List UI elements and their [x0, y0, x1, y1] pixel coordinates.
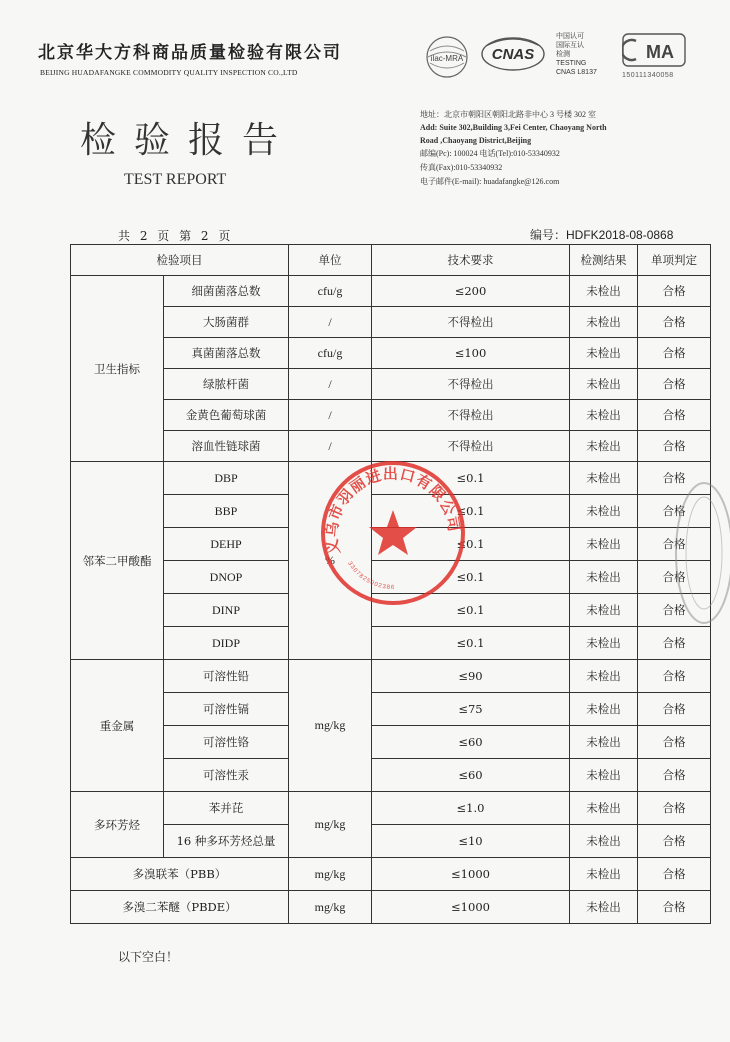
item-name: 金黄色葡萄球菌 [164, 400, 289, 431]
result: 未检出 [570, 759, 638, 792]
requirement: ≤100 [372, 338, 570, 369]
address-en-line2: Road ,Chaoyang District,Beijing [420, 136, 532, 145]
result: 未检出 [570, 307, 638, 338]
table-row [71, 400, 711, 431]
verdict: 合格 [638, 561, 711, 594]
result: 未检出 [570, 891, 638, 924]
cnas-line: 中国认可 [556, 33, 584, 40]
item-name: 多溴联苯（PBB） [71, 858, 289, 891]
result: 未检出 [570, 495, 638, 528]
item-name: 真菌菌落总数 [164, 338, 289, 369]
result: 未检出 [570, 561, 638, 594]
table-header-row [71, 245, 711, 276]
requirement: ≤0.1 [372, 462, 570, 495]
table-row [71, 276, 711, 307]
table-row [71, 627, 711, 660]
result: 未检出 [570, 693, 638, 726]
cma-logo [622, 33, 686, 67]
item-name: DNOP [164, 561, 289, 594]
item-name: 多溴二苯醚（PBDE） [71, 891, 289, 924]
cnas-logo [480, 34, 546, 74]
unit: cfu/g [289, 276, 372, 307]
email: 电子邮件(E-mail): huadafangke@126.com [420, 177, 560, 186]
group-unit: % [289, 462, 372, 660]
table-row [71, 759, 711, 792]
requirement: ≤0.1 [372, 495, 570, 528]
header-unit: 单位 [289, 245, 372, 276]
item-name: 可溶性铅 [164, 660, 289, 693]
requirement: ≤1.0 [372, 792, 570, 825]
unit: mg/kg [289, 891, 372, 924]
table-row [71, 338, 711, 369]
group-unit: mg/kg [289, 660, 372, 792]
requirement: ≤0.1 [372, 528, 570, 561]
result: 未检出 [570, 858, 638, 891]
unit: mg/kg [289, 858, 372, 891]
verdict: 合格 [638, 431, 711, 462]
table-row [71, 431, 711, 462]
group-name: 多环芳烃 [71, 792, 164, 858]
requirement: ≤60 [372, 726, 570, 759]
group-unit: mg/kg [289, 792, 372, 858]
group-name: 邻苯二甲酸酯 [71, 462, 164, 660]
result: 未检出 [570, 528, 638, 561]
verdict: 合格 [638, 528, 711, 561]
verdict: 合格 [638, 462, 711, 495]
item-name: BBP [164, 495, 289, 528]
cnas-line: TESTING [556, 60, 587, 67]
verdict: 合格 [638, 792, 711, 825]
item-name: DIDP [164, 627, 289, 660]
table-row [71, 693, 711, 726]
requirement: 不得检出 [372, 431, 570, 462]
verdict: 合格 [638, 594, 711, 627]
footer-note: 以下空白！ [118, 950, 179, 964]
table-row [71, 369, 711, 400]
unit: / [289, 369, 372, 400]
item-name: DINP [164, 594, 289, 627]
table-row [71, 660, 711, 693]
item-name: 苯并芘 [164, 792, 289, 825]
result: 未检出 [570, 369, 638, 400]
verdict: 合格 [638, 276, 711, 307]
header-item: 检验项目 [71, 245, 289, 276]
header-verdict: 单项判定 [638, 245, 711, 276]
cnas-line: 国际互认 [556, 42, 584, 49]
company-name-cn: 北京华大方科商品质量检验有限公司 [38, 43, 342, 63]
verdict: 合格 [638, 400, 711, 431]
result: 未检出 [570, 726, 638, 759]
requirement: ≤1000 [372, 891, 570, 924]
result: 未检出 [570, 660, 638, 693]
item-name: 可溶性镉 [164, 693, 289, 726]
verdict: 合格 [638, 891, 711, 924]
result: 未检出 [570, 825, 638, 858]
verdict: 合格 [638, 858, 711, 891]
table-row [71, 726, 711, 759]
seal-text: 义乌市羽丽进出口有限公司 [322, 464, 464, 556]
company-name-en: BEIJING HUADAFANGKE COMMODITY QUALITY INSPECTION CO.,LTD [40, 68, 298, 77]
result: 未检出 [570, 462, 638, 495]
requirement: ≤0.1 [372, 561, 570, 594]
item-name: 细菌菌落总数 [164, 276, 289, 307]
table-row [71, 825, 711, 858]
verdict: 合格 [638, 660, 711, 693]
company-seal-stamp [318, 458, 468, 608]
requirement: 不得检出 [372, 369, 570, 400]
table-row [71, 792, 711, 825]
verdict: 合格 [638, 726, 711, 759]
verdict: 合格 [638, 369, 711, 400]
verdict: 合格 [638, 307, 711, 338]
result: 未检出 [570, 400, 638, 431]
verdict: 合格 [638, 495, 711, 528]
requirement: ≤0.1 [372, 594, 570, 627]
requirement: ≤60 [372, 759, 570, 792]
cnas-label: CNAS [491, 46, 535, 63]
ilac-label: ilac-MRA [430, 54, 464, 63]
item-name: 可溶性铬 [164, 726, 289, 759]
result: 未检出 [570, 627, 638, 660]
cnas-line: 检测 [556, 51, 570, 58]
unit: / [289, 307, 372, 338]
address-cn: 地址：北京市朝阳区朝阳北路非中心 3 号楼 302 室 [420, 110, 596, 119]
table-row [71, 307, 711, 338]
cma-number: 150111340058 [622, 72, 674, 79]
group-name: 卫生指标 [71, 276, 164, 462]
requirement: ≤1000 [372, 858, 570, 891]
requirement: 不得检出 [372, 400, 570, 431]
item-name: DEHP [164, 528, 289, 561]
item-name: 大肠菌群 [164, 307, 289, 338]
verdict: 合格 [638, 338, 711, 369]
requirement: ≤10 [372, 825, 570, 858]
verdict: 合格 [638, 759, 711, 792]
report-title-en: TEST REPORT [124, 171, 227, 188]
requirement: ≤90 [372, 660, 570, 693]
address-en-line1: Add: Suite 302,Building 3,Fei Center, Chaoyang North [420, 123, 607, 132]
result: 未检出 [570, 792, 638, 825]
verdict: 合格 [638, 627, 711, 660]
item-name: 绿脓杆菌 [164, 369, 289, 400]
requirement: ≤200 [372, 276, 570, 307]
result: 未检出 [570, 338, 638, 369]
item-name: 溶血性链球菌 [164, 431, 289, 462]
verdict: 合格 [638, 825, 711, 858]
header-result: 检测结果 [570, 245, 638, 276]
unit: / [289, 431, 372, 462]
item-name: 16 种多环芳烃总量 [164, 825, 289, 858]
result: 未检出 [570, 431, 638, 462]
table-row [71, 891, 711, 924]
item-name: DBP [164, 462, 289, 495]
ilac-mra-logo [422, 35, 472, 81]
table-row [71, 858, 711, 891]
page-info: 共 2 页 第 2 页 [118, 229, 234, 243]
edge-seal-stamp [664, 478, 730, 628]
report-title-cn: 检验报告 [80, 120, 297, 161]
cnas-line: CNAS L8137 [556, 69, 597, 76]
svg-text:3307825002386 [346, 561, 395, 591]
fax: 传真(Fax):010-53340932 [420, 163, 503, 172]
report-number: 编号：HDFK2018-08-0868 [530, 228, 674, 242]
header-requirement: 技术要求 [372, 245, 570, 276]
cma-label: MA [646, 42, 674, 62]
postcode-tel: 邮编(Pc): 100024 电话(Tel):010-53340932 [420, 149, 560, 158]
seal-number: 3307825002386 [346, 560, 396, 591]
result: 未检出 [570, 276, 638, 307]
requirement: ≤0.1 [372, 627, 570, 660]
cnas-accreditation-text [556, 32, 597, 77]
requirement: ≤75 [372, 693, 570, 726]
seal-star-icon [369, 510, 417, 555]
unit: cfu/g [289, 338, 372, 369]
result: 未检出 [570, 594, 638, 627]
requirement: 不得检出 [372, 307, 570, 338]
item-name: 可溶性汞 [164, 759, 289, 792]
group-name: 重金属 [71, 660, 164, 792]
unit: / [289, 400, 372, 431]
verdict: 合格 [638, 693, 711, 726]
